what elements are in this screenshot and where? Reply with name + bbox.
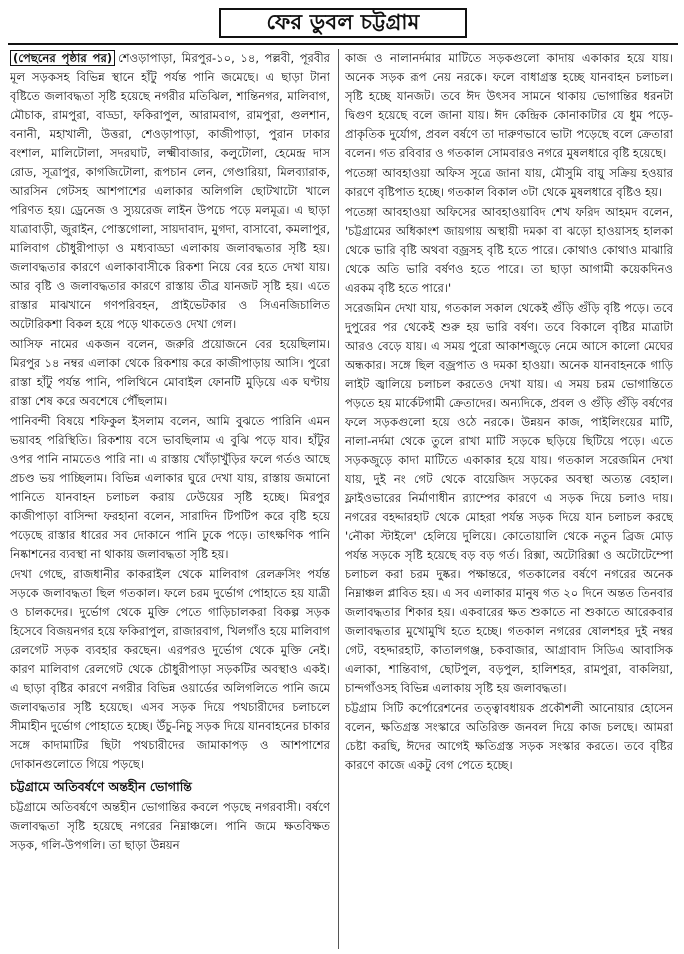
continued-label: (পেছনের পৃষ্ঠার পর) xyxy=(10,50,115,66)
column-divider xyxy=(338,49,339,949)
article-paragraph: চট্টগ্রামে অতিবর্ষণে অন্তহীন ভোগান্তির কবলে পড়ছে নগরবাসী। বর্ষণে জলাবদ্ধতা সৃষ্টি হয়েছে নগরের নিম্নাঞ্চলে। পানি জমে ক্ষতবিক্ষত সড়ক, গলি-উপগলি। তা ছাড়া উন্নয়ন xyxy=(10,800,330,852)
article-paragraph: আসিফ নামের একজন বলেন, জরুরি প্রয়োজনে বের হয়েছিলাম। মিরপুর ১৪ নম্বর এলাকা থেকে রিকশায় করে কাজীপাড়ায় আসি। পুরো রাস্তা হাঁটু পর্যন্ত পানি, পলিথিনে মোবাইল ফোনটি মুড়িয়ে এক ঘণ্টায় রাস্তা শেষ করে অবশেষে পৌঁছলাম। xyxy=(10,337,330,408)
article-paragraph: কাজ ও নালানর্দমার মাটিতে সড়কগুলো কাদায় একাকার হয়ে যায়। অনেক সড়ক রূপ নেয় নরকে। ফলে বাধাগ্রস্ত হচ্ছে যানবাহন চলাচল। সৃষ্টি হচ্ছে যানজট। তবে ঈদ উৎসব সামনে থাকায় ভোগান্তির ধরনটা দ্বিগুণ হয়েছে বলে জানা যায়। ঈদ কেন্দ্রিক কোনাকাটার যে ধুম পড়ে- প্রাকৃতিক দুর্যোগ, প্রবল বর্ষণে তা দারুণভাবে ভাটা পড়েছে বলে ক্রেতারা বলেন। গত রবিবার ও গতকাল সোমবারও নগরে মুষলধারে বৃষ্টি হয়েছে। xyxy=(345,51,673,160)
subheading: চট্টগ্রামে অতিবর্ষণে অন্তহীন ভোগান্তি xyxy=(10,779,192,794)
article-paragraph: সরেজমিন দেখা যায়, গতকাল সকাল থেকেই গুঁড়ি গুঁড়ি বৃষ্টি পড়ে। তবে দুপুরের পর থেকেই শুরু হয় ভারি বর্ষণ। তবে বিকালে বৃষ্টির মাত্রাটা আরও বেড়ে যায়। এ সময় পুরো আকাশজুড়ে নেমে আসে কালো মেঘের অন্ধকার। সঙ্গে ছিল বজ্রপাত ও দমকা হাওয়া। অনেক যানবাহনকে গাড়ি লাইট জ্বালিয়ে চলাচল করতেও দেখা যায়। এ সময় চরম ভোগান্তিতে পড়তে হয় মার্কেটগামী ক্রেতাদের। অন্যদিকে, প্রবল ও গুঁড়ি গুঁড়ি বর্ষণের ফলে সড়কগুলো হয়ে ওঠে নরকে। উন্নয়ন কাজ, পাইলিংয়ের মাটি, নালা-নর্দমা থেকে তুলে রাখা মাটি সড়কে ছড়িয়ে ছিটিয়ে পড়ে। এতে সড়কজুড়ে কাদা মাটিতে একাকার হয়ে যায়। গতকাল সরেজমিন দেখা যায়, দুই নং গেট থেকে বায়েজিদ সড়কের অবস্থা অত্যন্ত বেহাল। ফ্লাইওভারের নির্মাণাধীন র‍্যাম্পের কারণে এ সড়ক দিয়ে চলাও দায়। নগরের বহদ্দারহাট থেকে মোহরা পর্যন্ত সড়ক দিয়ে যান চলাচল করছে 'নৌকা স্টাইলে' হেলিয়ে দুলিয়ে। কোতোয়ালি থেকে নতুন ব্রিজ মোড় পর্যন্ত সড়কে সৃষ্টি হয়েছে বড় বড় গর্ত। রিক্সা, অটোরিক্সা ও অটোটেম্পো চলাচল করা চরম দুষ্কর। পক্ষান্তরে, গতকালের বর্ষণে নগরের অনেক নিম্নাঞ্চল প্লাবিত হয়। এ সব এলাকার মানুষ গত ২০ দিনে অন্তত তিনবার জলাবদ্ধতার শিকার হয়। একবারের ক্ষত শুকাতে না শুকাতে আরেকবার জলাবদ্ধতার মুখোমুখি হতে হচ্ছে। গতকাল নগরের ষোলশহর দুই নম্বর গেট, বহদ্দারহাট, কাতালগঞ্জ, চকবাজার, আগ্রাবাদ সিডিএ আবাসিক এলাকা, শান্তিবাগ, ছোটপুল, বড়পুল, হালিশহর, রামপুরা, বাকলিয়া, চান্দগাঁওসহ বিভিন্ন এলাকায় সৃষ্টি হয় জলাবদ্ধতা। xyxy=(345,301,673,695)
article-paragraph xyxy=(10,49,330,334)
article-paragraph: দেখা গেছে, রাজধানীর কাকরাইল থেকে মালিবাগ রেলক্রসিং পর্যন্ত সড়কে জলাবদ্ধতা ছিল গতকাল। ফলে চরম দুর্ভোগ পোহাতে হয় যাত্রী ও চালকদের। দুর্ভোগ থেকে মুক্তি পেতে গাড়িচালকরা বিকল্প সড়ক হিসেবে বিজয়নগর হয়ে ফকিরাপুল, রাজারবাগ, খিলগাঁও হয়ে মালিবাগ রেলগেট সড়ক ব্যবহার করছেন। এরপরও দুর্ভোগ থেকে মুক্তি নেই। কারণ মালিবাগ রেলগেট থেকে চৌধুরীপাড়া সড়কটির অবস্থাও একই। এ ছাড়া বৃষ্টির কারণে নগরীর বিভিন্ন ওয়ার্ডের অলিগলিতে পানি জমে জলাবদ্ধতার সৃষ্টি হয়েছে। এসব সড়ক দিয়ে পথচারীদের চলাচলে সীমাহীন দুর্ভোগ পোহাতে হচ্ছে। উঁচু-নিচু সড়ক দিয়ে যানবাহনের চাকার সঙ্গে কাদামাটির ছিটা পথচারীদের জামাকাপড় ও আশপাশের দোকানগুলোতে গিয়ে পড়ছে। xyxy=(10,567,330,771)
left-column xyxy=(10,49,330,949)
paragraph-text: শেওড়াপাড়া, মিরপুর-১০, ১৪, পল্লবী, পূরবীর মূল সড়কসহ বিভিন্ন স্থানে হাঁটু পর্যন্ত পানি জমেছে। এ ছাড়া টানা বৃষ্টিতে জলাবদ্ধতা সৃষ্টি হয়েছে নগরীর মতিঝিল, শান্তিনগর, মালিবাগ, মৌচাক, রামপুরা, বাড্ডা, ফকিরাপুল, আরামবাগ, রামপুরা, গুলশান, বনানী, মহাখালী, উত্তরা, শেওড়াপাড়া, কাজীপাড়া, পুরান ঢাকার বংশাল, মালিটোলা, সদরঘাট, লক্ষ্মীবাজার, কলুটোলা, হেমেন্দ্র দাস রোড, সূত্রাপুর, কাগজিটোলা, রূপচান লেন, গেণ্ডারিয়া, মিলব্যারাক, আরসিন গেটসহ আশপাশের এলাকার অলিগলি ছোটখাটো খালে পরিণত হয়। ড্রেনেজ ও স্যুয়রেজ লাইন উপচে পড়ে মলমূত্র। এ ছাড়া যাত্রাবাড়ী, জুরাইন, পোস্তগোলা, সায়দাবাদ, মুগদা, বাসাবো, কমলাপুর, মালিবাগ চৌধুরীপাড়া ও মধ্যবাড্ডা এলাকায় জলাবদ্ধতার সৃষ্টি হয়। জলাবদ্ধতার কারণে এলাকাবাসীকে রিকশা নিয়ে বের হতে দেখা যায়। আর বৃষ্টি ও জলাবদ্ধতার কারণে রাস্তায় তীব্র যানজট সৃষ্টি হয়। এতে রাস্তার মাঝখানে গণপরিবহন, প্রাইভেটকার ও সিএনজিচালিত অটোরিকশা বিকল হয়ে পড়ে থাকতেও দেখা গেল। xyxy=(10,51,330,331)
article-paragraph: পতেঙ্গা আবহাওয়া অফিসের আবহাওয়াবিদ শেখ ফরিদ আহমদ বলেন, 'চট্টগ্রামের অধিকাংশ জায়গায় অস্থায়ী দমকা বা ঝড়ো হাওয়াসহ হালকা থেকে ভারি বৃষ্টি অথবা বজ্রসহ বৃষ্টি হতে পারে। কোথাও কোথাও মাঝারি থেকে অতি ভারি বর্ষণও হতে পারে। তা ছাড়া আগামী কয়েকদিনও এরকম বৃষ্টি হতে পারে।' xyxy=(345,205,673,295)
headline-box xyxy=(219,8,467,38)
right-column xyxy=(345,49,673,949)
article-paragraph: পতেঙ্গা আবহাওয়া অফিস সূত্রে জানা যায়, মৌসুমি বায়ু সক্রিয় হওয়ার কারণে বৃষ্টিপাত হচ্ছে। গতকাল বিকাল ৩টা থেকে মুষলধারে বৃষ্টিও হয়। xyxy=(345,166,673,199)
article-paragraph: পানিবন্দী বিষয়ে শফিকুল ইসলাম বলেন, আমি বুঝতে পারিনি এমন ভয়াবহ পরিস্থিতি। রিকশায় বসে ভাবছিলাম এ বুঝি পড়ে যাব। হাঁটুর ওপর পানি নামতেও পারি না। এ রাস্তায় খোঁড়াখুঁড়ির ফলে গর্তও আছে প্রচণ্ড ভয় পাচ্ছিলাম। বিভিন্ন এলাকার ঘুরে দেখা যায়, রাস্তায় জমানো পানিতে যানবাহন চলাচল করায় ঢেউয়ের সৃষ্টি হচ্ছে। মিরপুর কাজীপাড়া বাসিন্দা ফরহানা বলেন, সারাদিন টিপটিপ করে বৃষ্টি হয়ে পড়েছে রাস্তার ধারের সব দোকানে পানি ঢুকে পড়ে। তাৎক্ষণিক পানি নিষ্কাশনের ব্যবস্থা না থাকায় জলাবদ্ধতা সৃষ্টি হয়। xyxy=(10,414,330,561)
headline: ফের ডুবল চট্টগ্রাম xyxy=(266,9,420,34)
article-paragraph: চট্টগ্রাম সিটি কর্পোরেশনের তত্ত্বাবধায়ক প্রকৌশলী আনোয়ার হোসেন বলেন, ক্ষতিগ্রস্ত সংস্কারে অতিরিক্ত জনবল দিয়ে কাজ চলছে। আমরা চেষ্টা করছি, ঈদের আগেই ক্ষতিগ্রস্ত সড়ক সংস্কার করতে। তবে বৃষ্টির কারণে কাজে একটু বেগ পেতে হচ্ছে। xyxy=(345,701,673,772)
headline-rule xyxy=(8,43,678,45)
